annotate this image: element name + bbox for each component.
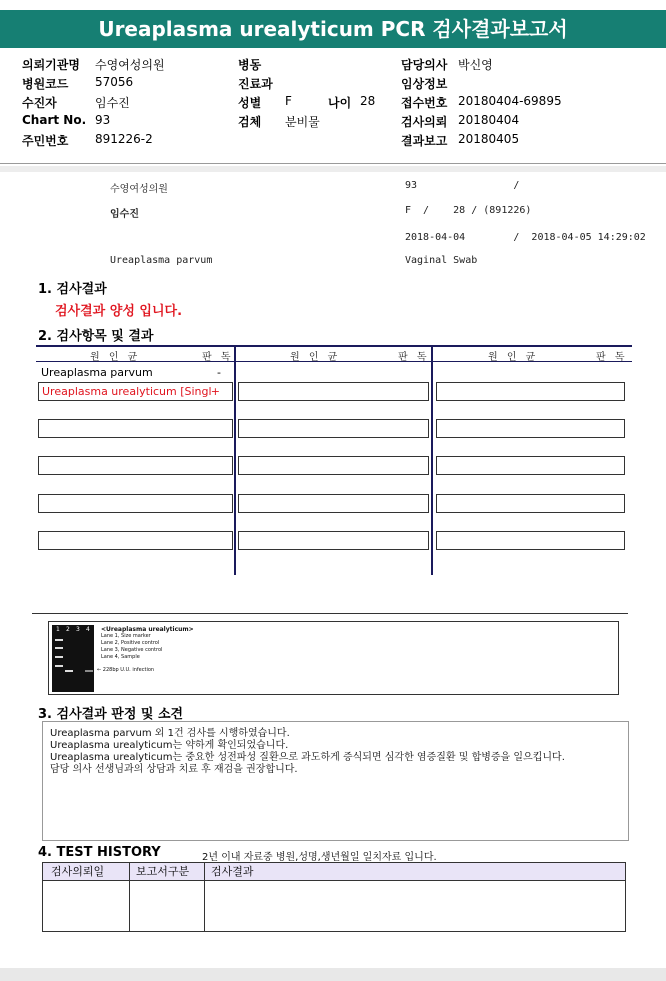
result-cell-empty bbox=[238, 419, 429, 438]
info-value-report: 20180405 bbox=[458, 132, 520, 146]
info-key-specimen: 검체 bbox=[238, 115, 262, 129]
meta-chart: 93 / bbox=[405, 180, 520, 191]
section-3-title: 3. 검사결과 판정 및 소견 bbox=[38, 707, 184, 722]
gel-band bbox=[55, 665, 63, 667]
grid-header-pathogen: 원 인 균 bbox=[90, 352, 141, 363]
lane-label: 2 bbox=[66, 626, 70, 633]
gel-image bbox=[52, 625, 94, 692]
history-header bbox=[43, 863, 625, 881]
gel-arrow-label: ← 228bp U.U. infection bbox=[97, 667, 155, 673]
meta-sex-age: F / 28 / (891226) bbox=[405, 205, 532, 216]
result-row-parvum bbox=[38, 364, 233, 383]
history-divider bbox=[129, 863, 130, 931]
info-value-patient: 임수진 bbox=[95, 96, 130, 110]
info-value-doctor: 박신영 bbox=[458, 58, 493, 72]
result-cell-empty bbox=[38, 531, 233, 550]
grid-header-judgement: 판 독 bbox=[398, 352, 430, 363]
info-key-clinical: 임상정보 bbox=[401, 77, 448, 91]
grid-header-pathogen: 원 인 균 bbox=[290, 352, 341, 363]
finding-line: Ureaplasma parvum 외 1건 검사를 시행하였습니다. bbox=[50, 728, 290, 739]
meta-dates: 2018-04-04 / 2018-04-05 14:29:02 bbox=[405, 232, 646, 243]
result-cell-empty bbox=[38, 456, 233, 475]
info-key-request: 검사의뢰 bbox=[401, 115, 448, 129]
info-value-request: 20180404 bbox=[458, 113, 520, 127]
result-name: Ureaplasma parvum bbox=[41, 366, 153, 379]
result-name: Ureaplasma urealyticum [Singl bbox=[42, 385, 212, 398]
info-value-chart: 93 bbox=[95, 113, 111, 127]
grid-header-judgement: 판 독 bbox=[202, 352, 234, 363]
divider-strip bbox=[0, 166, 666, 172]
result-judgement: - bbox=[217, 366, 221, 379]
history-note: 2년 이내 자료중 병원,성명,생년월일 일치자료 입니다. bbox=[202, 852, 437, 863]
section-4-title: 4. TEST HISTORY bbox=[38, 845, 161, 860]
info-key-chart: Chart No. bbox=[22, 113, 87, 127]
history-col-result: 검사결과 bbox=[211, 865, 254, 878]
result-cell-empty bbox=[436, 531, 625, 550]
info-value-hospital-code: 57056 bbox=[95, 75, 134, 89]
lane-label: 3 bbox=[76, 626, 80, 633]
report-title: Ureaplasma urealyticum PCR 검사결과보고서 bbox=[0, 10, 666, 48]
meta-test: Ureaplasma parvum bbox=[110, 255, 213, 266]
result-row-urealyticum bbox=[38, 382, 233, 401]
meta-hospital: 수영여성의원 bbox=[110, 184, 168, 195]
info-key-institution: 의뢰기관명 bbox=[22, 58, 80, 72]
info-key-department: 진료과 bbox=[238, 77, 273, 91]
finding-line: 담당 의사 선생님과의 상담과 치료 후 재검을 권장합니다. bbox=[50, 764, 298, 775]
info-key-age: 나이 bbox=[328, 96, 352, 110]
history-divider bbox=[204, 863, 205, 931]
info-key-doctor: 담당의사 bbox=[401, 58, 448, 72]
gel-caption-title: <Ureaplasma urealyticum> bbox=[101, 626, 194, 633]
result-summary: 검사결과 양성 입니다. bbox=[55, 304, 183, 319]
section-2-title: 2. 검사항목 및 결과 bbox=[38, 329, 154, 344]
lane-label: 1 bbox=[56, 626, 60, 633]
meta-specimen: Vaginal Swab bbox=[405, 255, 478, 266]
history-col-date: 검사의뢰일 bbox=[51, 865, 105, 878]
patient-info bbox=[22, 56, 652, 151]
divider bbox=[0, 163, 666, 164]
result-judgement: + bbox=[210, 385, 220, 398]
info-key-sex: 성별 bbox=[238, 96, 262, 110]
info-value-receipt: 20180404-69895 bbox=[458, 94, 562, 108]
result-cell-empty bbox=[436, 494, 625, 513]
footer-strip bbox=[0, 968, 666, 981]
finding-line: Ureaplasma urealyticum는 약하게 확인되었습니다. bbox=[50, 740, 289, 751]
result-cell-empty bbox=[436, 456, 625, 475]
findings-box bbox=[42, 721, 629, 841]
lane-label: 4 bbox=[86, 626, 90, 633]
gel-legend-item: Lane 4, Sample bbox=[101, 654, 140, 660]
result-cell-empty bbox=[238, 531, 429, 550]
divider bbox=[32, 613, 628, 614]
result-cell-empty bbox=[38, 419, 233, 438]
info-value-resident: 891226-2 bbox=[95, 132, 153, 146]
gel-band bbox=[65, 670, 73, 672]
info-key-hospital-code: 병원코드 bbox=[22, 77, 69, 91]
gel-band bbox=[55, 639, 63, 641]
info-key-patient: 수진자 bbox=[22, 96, 57, 110]
gel-legend-item: Lane 2, Positive control bbox=[101, 640, 160, 646]
meta-patient: 임수진 bbox=[110, 209, 139, 220]
info-key-report: 결과보고 bbox=[401, 134, 448, 148]
grid-header bbox=[36, 345, 632, 362]
result-cell-empty bbox=[436, 382, 625, 401]
info-key-ward: 병동 bbox=[238, 58, 262, 72]
result-cell-empty bbox=[38, 494, 233, 513]
gel-band bbox=[85, 670, 93, 672]
history-table bbox=[42, 862, 626, 932]
grid-header-judgement: 판 독 bbox=[596, 352, 628, 363]
history-col-type: 보고서구분 bbox=[136, 865, 190, 878]
gel-band bbox=[55, 656, 63, 658]
result-cell-empty bbox=[238, 456, 429, 475]
info-value-institution: 수영여성의원 bbox=[95, 58, 165, 72]
gel-caption bbox=[101, 626, 194, 661]
gel-legend-item: Lane 3, Negative control bbox=[101, 647, 163, 653]
info-key-receipt: 접수번호 bbox=[401, 96, 448, 110]
info-value-specimen: 분비물 bbox=[285, 115, 320, 129]
result-cell-empty bbox=[436, 419, 625, 438]
info-key-resident: 주민번호 bbox=[22, 134, 69, 148]
gel-figure bbox=[48, 621, 619, 695]
finding-line: Ureaplasma urealyticum는 중요한 성전파성 질환으로 과도하게 증식되면 심각한 염증질환 및 합병증을 일으킵니다. bbox=[50, 752, 565, 763]
info-value-sex: F bbox=[285, 94, 292, 108]
result-cell-empty bbox=[238, 382, 429, 401]
grid-divider bbox=[431, 345, 433, 575]
grid-header-pathogen: 원 인 균 bbox=[488, 352, 539, 363]
result-cell-empty bbox=[238, 494, 429, 513]
info-value-age: 28 bbox=[360, 94, 376, 108]
gel-band bbox=[55, 647, 63, 649]
gel-legend-item: Lane 1, Size marker bbox=[101, 633, 151, 639]
section-1-title: 1. 검사결과 bbox=[38, 282, 107, 297]
grid-divider bbox=[234, 345, 236, 575]
